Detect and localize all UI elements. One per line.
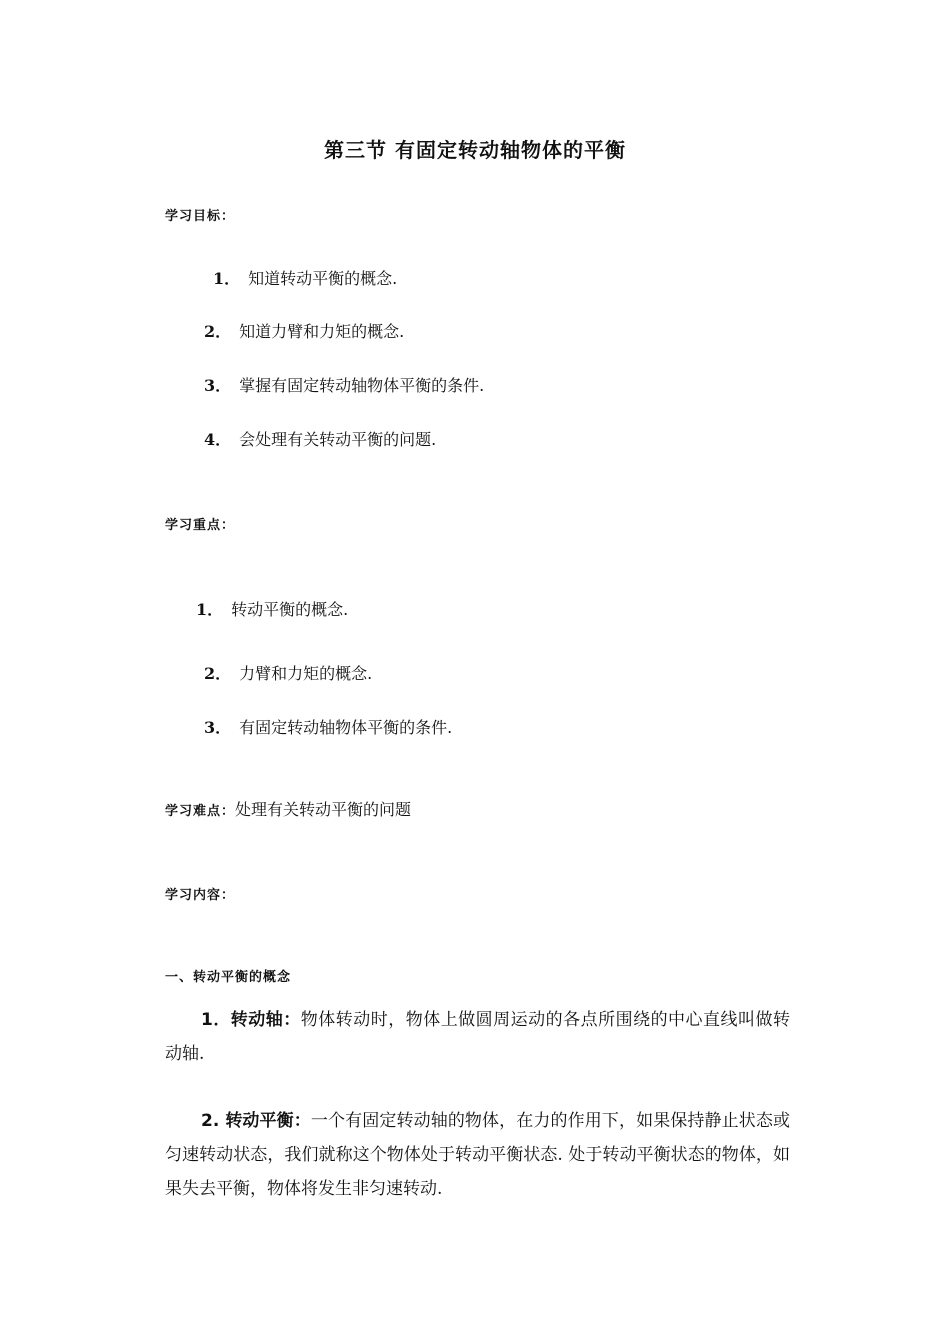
key-point-item bbox=[204, 661, 372, 684]
objective-text: 知道转动平衡的概念. bbox=[248, 269, 398, 288]
objective-number: 2． bbox=[204, 322, 232, 341]
page-title: 第三节 有固定转动轴物体的平衡 bbox=[324, 138, 626, 162]
rotational-equilibrium-label: 2. 转动平衡： bbox=[201, 1111, 311, 1131]
rotational-equilibrium-text: 一个有固定转动轴的物体，在力的作用下，如果保持静止状态或匀速转动状态，我们就称这个物体处于转动平衡状态. 处于转动平衡状态的物体，如果失去平衡，物体将发生非匀速转动. bbox=[165, 1111, 790, 1199]
rotation-axis-label: 1．转动轴： bbox=[201, 1010, 301, 1030]
objective-number: 4． bbox=[204, 430, 232, 449]
key-point-text: 有固定转动轴物体平衡的条件. bbox=[239, 718, 453, 737]
key-point-item bbox=[204, 715, 452, 738]
objectives-heading: 学习目标： bbox=[165, 209, 236, 224]
objective-text: 知道力臂和力矩的概念. bbox=[239, 322, 405, 341]
objective-item bbox=[204, 319, 404, 342]
paragraph-rotational-equilibrium bbox=[165, 1104, 790, 1206]
section-heading: 一、转动平衡的概念 bbox=[165, 970, 292, 985]
content-heading: 学习内容： bbox=[165, 888, 236, 903]
objective-text: 掌握有固定转动轴物体平衡的条件. bbox=[239, 376, 485, 395]
objective-number: 1． bbox=[213, 269, 241, 288]
key-points-heading: 学习重点： bbox=[165, 518, 236, 533]
difficulty-line bbox=[165, 797, 411, 820]
key-point-text: 力臂和力矩的概念. bbox=[239, 664, 373, 683]
key-point-number: 2． bbox=[204, 664, 232, 683]
objective-text: 会处理有关转动平衡的问题. bbox=[239, 430, 437, 449]
difficulty-text: 处理有关转动平衡的问题 bbox=[235, 800, 412, 819]
rotation-axis-text: 物体转动时，物体上做圆周运动的各点所围绕的中心直线叫做转动轴. bbox=[165, 1010, 790, 1064]
key-point-text: 转动平衡的概念. bbox=[231, 600, 349, 619]
objective-item bbox=[213, 266, 397, 289]
key-point-number: 3． bbox=[204, 718, 232, 737]
difficulty-heading: 学习难点： bbox=[165, 804, 236, 819]
objective-number: 3． bbox=[204, 376, 232, 395]
key-point-number: 1． bbox=[196, 600, 224, 619]
paragraph-rotation-axis bbox=[165, 1003, 790, 1071]
key-point-item bbox=[196, 597, 348, 620]
objective-item bbox=[204, 373, 484, 396]
objective-item bbox=[204, 427, 436, 450]
